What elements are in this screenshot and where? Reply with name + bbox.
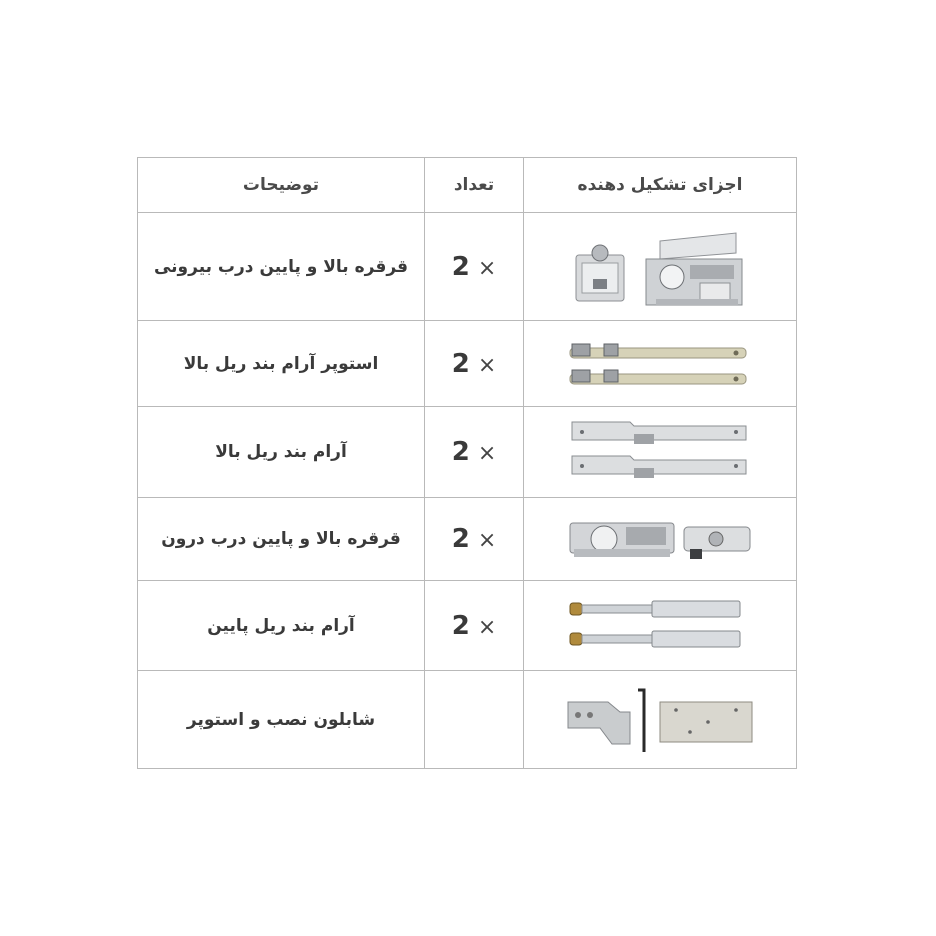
row-image [524, 213, 797, 321]
row-description: استوپر آرام بند ریل بالا [138, 321, 425, 407]
outer-door-roller-icon [560, 219, 760, 315]
row-quantity [425, 213, 524, 321]
row-image [524, 671, 797, 769]
table-row [138, 407, 797, 498]
row-quantity [425, 498, 524, 581]
header-description: توضیحات [138, 158, 425, 213]
row-quantity [425, 581, 524, 671]
quantity-value: 2 [451, 251, 470, 282]
table-row [138, 498, 797, 581]
row-image [524, 498, 797, 581]
times-sign: × [477, 528, 497, 553]
header-quantity: تعداد [425, 158, 524, 213]
row-description: شابلون نصب و استوپر [138, 671, 425, 769]
row-description: آرام بند ریل پایین [138, 581, 425, 671]
table-header-row [138, 158, 797, 213]
row-quantity [425, 321, 524, 407]
row-description: آرام بند ریل بالا [138, 407, 425, 498]
table-row [138, 213, 797, 321]
quantity-value: 2 [451, 524, 470, 554]
row-image [524, 407, 797, 498]
times-sign: × [477, 614, 497, 640]
row-image [524, 581, 797, 671]
row-quantity [425, 407, 524, 498]
header-components: اجزای تشکیل دهنده [524, 158, 797, 213]
row-image [524, 321, 797, 407]
quantity-value: 2 [451, 437, 470, 467]
times-sign: × [477, 255, 497, 281]
bottom-rail-damper-icon [560, 591, 760, 661]
table-row [138, 671, 797, 769]
times-sign: × [477, 352, 497, 378]
row-quantity [425, 671, 524, 769]
inner-door-roller-icon [560, 509, 760, 569]
row-description: قرقره بالا و پایین درب درون [138, 498, 425, 581]
row-description: قرقره بالا و پایین درب بیرونی [138, 213, 425, 321]
top-rail-stopper-icon [560, 334, 760, 394]
table-row [138, 581, 797, 671]
quantity-value: 2 [451, 610, 470, 641]
components-table [137, 157, 797, 769]
top-rail-damper-icon [560, 412, 760, 492]
times-sign: × [477, 441, 497, 466]
quantity-value: 2 [451, 348, 470, 379]
template-stopper-icon [560, 680, 760, 760]
table-row [138, 321, 797, 407]
